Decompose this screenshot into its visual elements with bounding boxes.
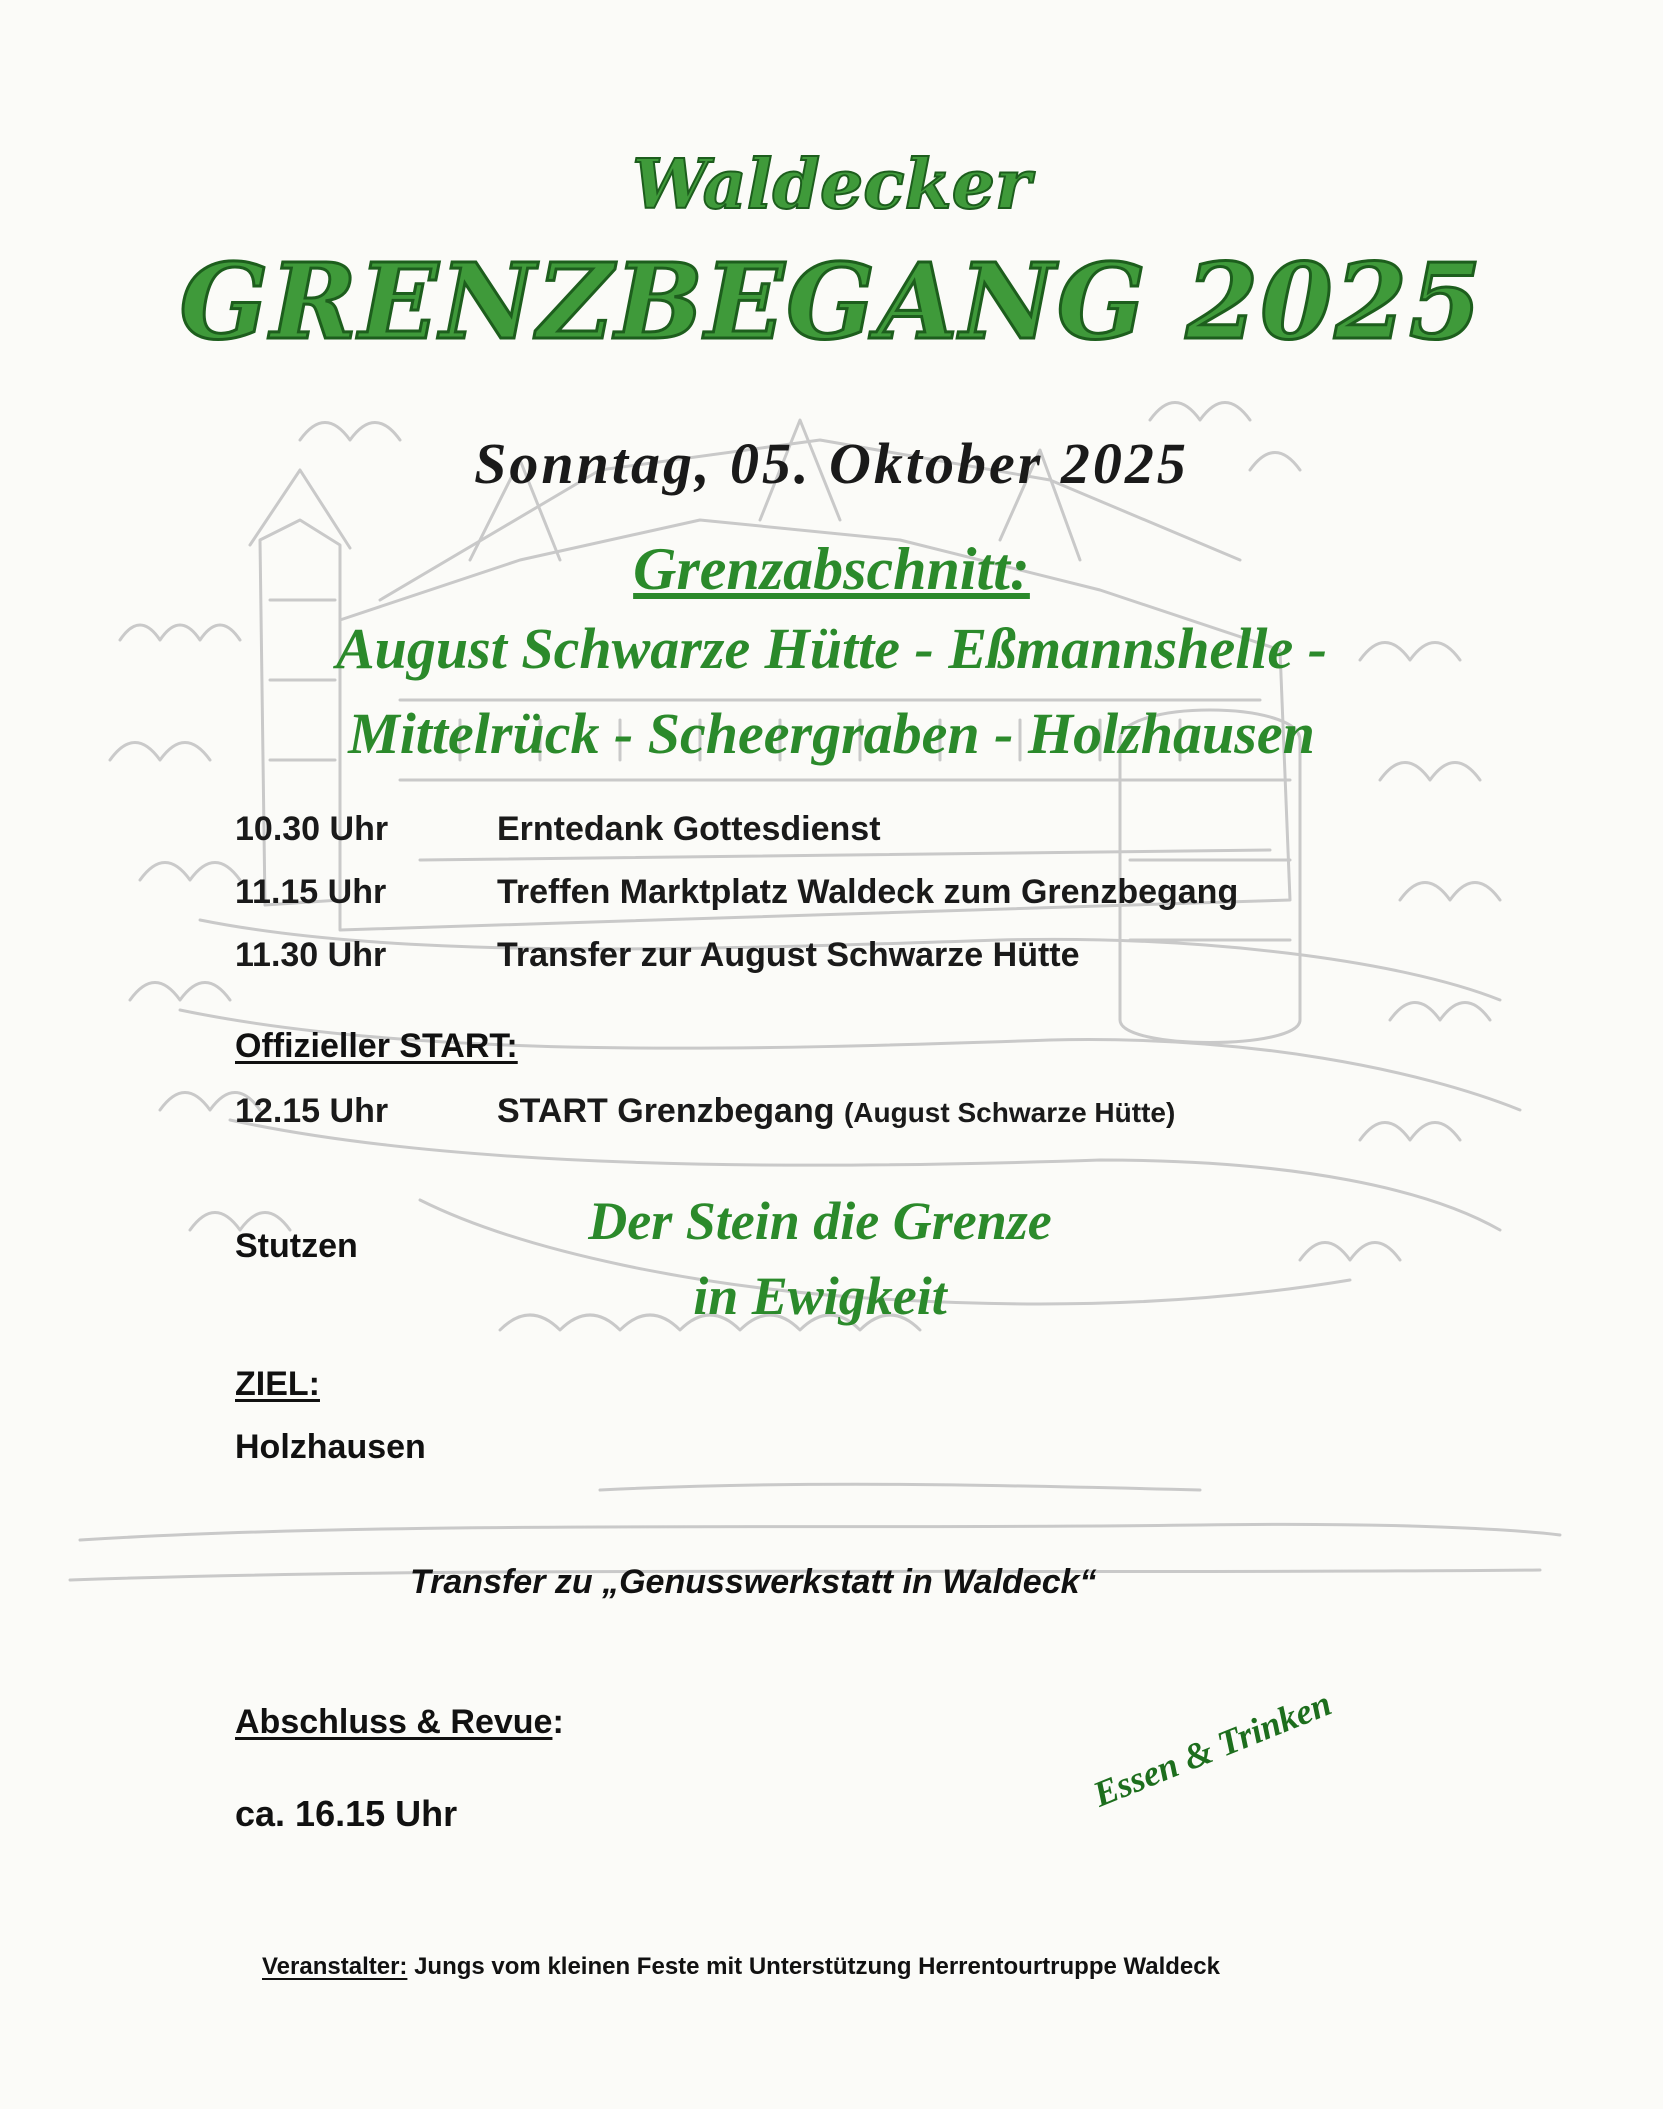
footer-text: Jungs vom kleinen Feste mit Unterstützung Herrentourtruppe Waldeck	[414, 1953, 1220, 1980]
stutzen-label: Stutzen	[235, 1227, 358, 1265]
section-heading: Grenzabschnitt:	[633, 536, 1030, 602]
motto-line-1: Der Stein die Grenze	[588, 1191, 1052, 1251]
event-date: Sonntag, 05. Oktober 2025	[474, 431, 1189, 496]
schedule-time: 10.30 Uhr	[235, 810, 389, 848]
abschluss-time: ca. 16.15 Uhr	[235, 1793, 458, 1834]
schedule-time: 11.30 Uhr	[235, 936, 387, 974]
transfer-text: Transfer zu „Genusswerkstatt in Waldeck“	[410, 1563, 1097, 1601]
footer-label: Veranstalter:	[262, 1953, 408, 1980]
official-start-location: (August Schwarze Hütte)	[843, 1097, 1176, 1128]
route-line-2: Mittelrück - Scheergraben - Holzhausen	[348, 701, 1315, 766]
official-start-row	[235, 1092, 1175, 1131]
schedule-time: 11.15 Uhr	[235, 873, 387, 911]
schedule-row	[235, 873, 1238, 912]
route-line-1: August Schwarze Hütte - Eßmannshelle -	[335, 616, 1328, 681]
essen-trinken-stamp: Essen & Trinken	[1087, 1682, 1337, 1815]
official-start-time: 12.15 Uhr	[235, 1092, 389, 1130]
page-title: GRENZBEGANG 2025	[179, 240, 1484, 363]
schedule-event: Treffen Marktplatz Waldeck zum Grenzbegang	[497, 873, 1239, 911]
motto-line-2: in Ewigkeit	[693, 1266, 947, 1326]
footer	[262, 1953, 1220, 1981]
schedule-event: Transfer zur August Schwarze Hütte	[497, 936, 1080, 974]
abschluss-label: Abschluss & Revue	[235, 1703, 553, 1741]
ziel-label: ZIEL:	[235, 1365, 320, 1403]
abschluss-heading	[235, 1703, 564, 1742]
schedule-row	[235, 810, 881, 849]
official-start-label: Offizieller START:	[235, 1027, 518, 1065]
official-start-event: START Grenzbegang	[497, 1092, 835, 1130]
abschluss-colon: :	[552, 1703, 564, 1741]
ziel-value: Holzhausen	[235, 1428, 426, 1466]
schedule-row	[235, 936, 1080, 975]
schedule-event: Erntedank Gottesdienst	[497, 810, 881, 848]
title-prefix: Waldecker	[632, 145, 1031, 225]
